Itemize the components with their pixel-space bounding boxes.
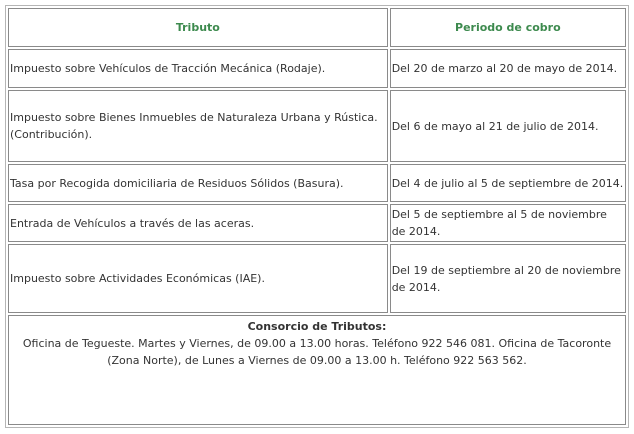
footer-row xyxy=(8,315,626,425)
tax-schedule-table xyxy=(5,5,629,428)
consorcio-offices-text: Oficina de Tegueste. Martes y Viernes, de 09.00 a 13.00 horas. Teléfono 922 546 081. Oficina de Tacoronte (Zona Norte), de Lunes a Viernes de 09.00 a 13.00 h. Teléfono 922 563 562. xyxy=(22,336,612,367)
tributo-cell: Impuesto sobre Bienes Inmuebles de Naturaleza Urbana y Rústica. (Contribución). xyxy=(8,90,388,162)
consorcio-title: Consorcio de Tributos: xyxy=(247,319,387,333)
periodo-cell: Del 19 de septiembre al 20 de noviembre de 2014. xyxy=(390,244,626,312)
tributo-cell: Impuesto sobre Vehículos de Tracción Mecánica (Rodaje). xyxy=(8,49,388,88)
table-row xyxy=(8,164,626,202)
table-row xyxy=(8,49,626,88)
periodo-cell: Del 6 de mayo al 21 de julio de 2014. xyxy=(390,90,626,162)
tributo-cell: Entrada de Vehículos a través de las aceras. xyxy=(8,204,388,242)
tributo-cell: Impuesto sobre Actividades Económicas (IAE). xyxy=(8,244,388,312)
table-row xyxy=(8,244,626,312)
consorcio-info-cell xyxy=(8,315,626,425)
periodo-cell: Del 4 de julio al 5 de septiembre de 2014. xyxy=(390,164,626,202)
table-header-row xyxy=(8,8,626,47)
table-row xyxy=(8,204,626,242)
tributo-cell: Tasa por Recogida domiciliaria de Residuos Sólidos (Basura). xyxy=(8,164,388,202)
header-periodo: Periodo de cobro xyxy=(390,8,626,47)
table-row xyxy=(8,90,626,162)
periodo-cell: Del 5 de septiembre al 5 de noviembre de 2014. xyxy=(390,204,626,242)
periodo-cell: Del 20 de marzo al 20 de mayo de 2014. xyxy=(390,49,626,88)
header-tributo: Tributo xyxy=(8,8,388,47)
